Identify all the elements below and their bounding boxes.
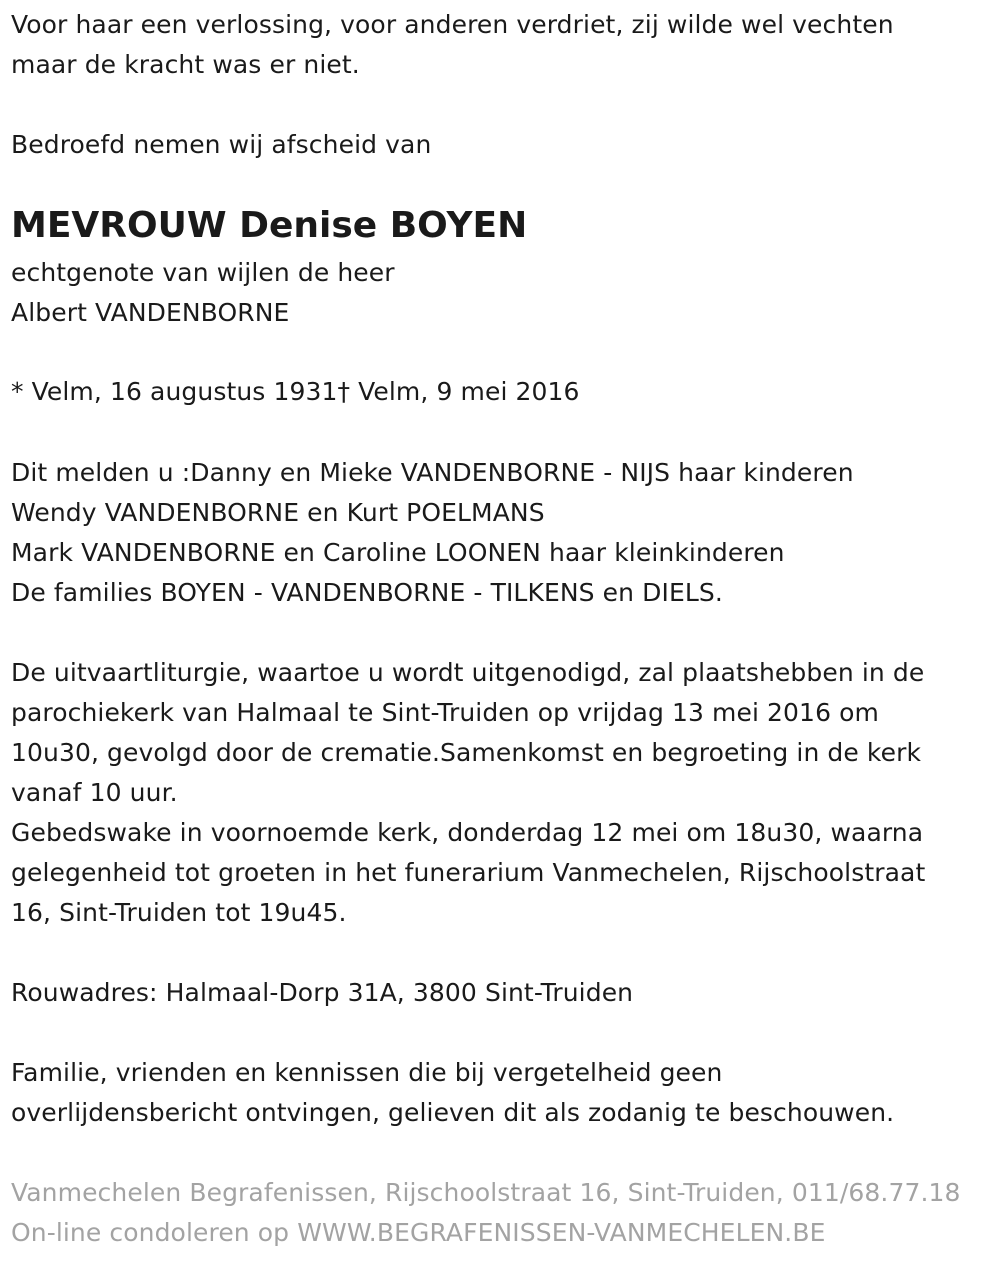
motto-line-1: Voor haar een verlossing, voor anderen verdriet, zij wilde wel vechten — [11, 10, 894, 39]
notice-line-2: overlijdensbericht ontvingen, gelieven dit als zodanig te beschouwen. — [11, 1098, 895, 1127]
relation-line-2: Albert VANDENBORNE — [11, 298, 290, 327]
deceased-name: MEVROUW Denise BOYEN — [11, 205, 528, 246]
ceremony-line-7: 16, Sint-Truiden tot 19u45. — [11, 898, 347, 927]
intro-text: Bedroefd nemen wij afscheid van — [11, 130, 432, 159]
ceremony-line-1: De uitvaartliturgie, waartoe u wordt uitgenodigd, zal plaatshebben in de — [11, 658, 925, 687]
ceremony-line-5: Gebedswake in voornoemde kerk, donderdag 12 mei om 18u30, waarna — [11, 818, 924, 847]
ceremony-line-2: parochiekerk van Halmaal te Sint-Truiden op vrijdag 13 mei 2016 om — [11, 698, 879, 727]
mourning-address: Rouwadres: Halmaal-Dorp 31A, 3800 Sint-Truiden — [11, 978, 634, 1007]
ceremony-line-6: gelegenheid tot groeten in het funerarium Vanmechelen, Rijschoolstraat — [11, 858, 926, 887]
footer-condolence-link[interactable]: On-line condoleren op WWW.BEGRAFENISSEN-VANMECHELEN.BE — [11, 1218, 826, 1247]
announcer-line-2: Wendy VANDENBORNE en Kurt POELMANS — [11, 498, 545, 527]
announcer-line-4: De families BOYEN - VANDENBORNE - TILKENS en DIELS. — [11, 578, 723, 607]
notice-line-1: Familie, vrienden en kennissen die bij vergetelheid geen — [11, 1058, 723, 1087]
ceremony-line-3: 10u30, gevolgd door de crematie.Samenkomst en begroeting in de kerk — [11, 738, 922, 767]
ceremony-line-4: vanaf 10 uur. — [11, 778, 178, 807]
announcer-line-1: Dit melden u :Danny en Mieke VANDENBORNE - NIJS haar kinderen — [11, 458, 854, 487]
motto-line-2: maar de kracht was er niet. — [11, 50, 360, 79]
announcer-line-3: Mark VANDENBORNE en Caroline LOONEN haar kleinkinderen — [11, 538, 785, 567]
footer-funeral-home: Vanmechelen Begrafenissen, Rijschoolstraat 16, Sint-Truiden, 011/68.77.18 — [11, 1178, 961, 1207]
relation-line-1: echtgenote van wijlen de heer — [11, 258, 395, 287]
life-dates: * Velm, 16 augustus 1931† Velm, 9 mei 2016 — [11, 377, 580, 406]
